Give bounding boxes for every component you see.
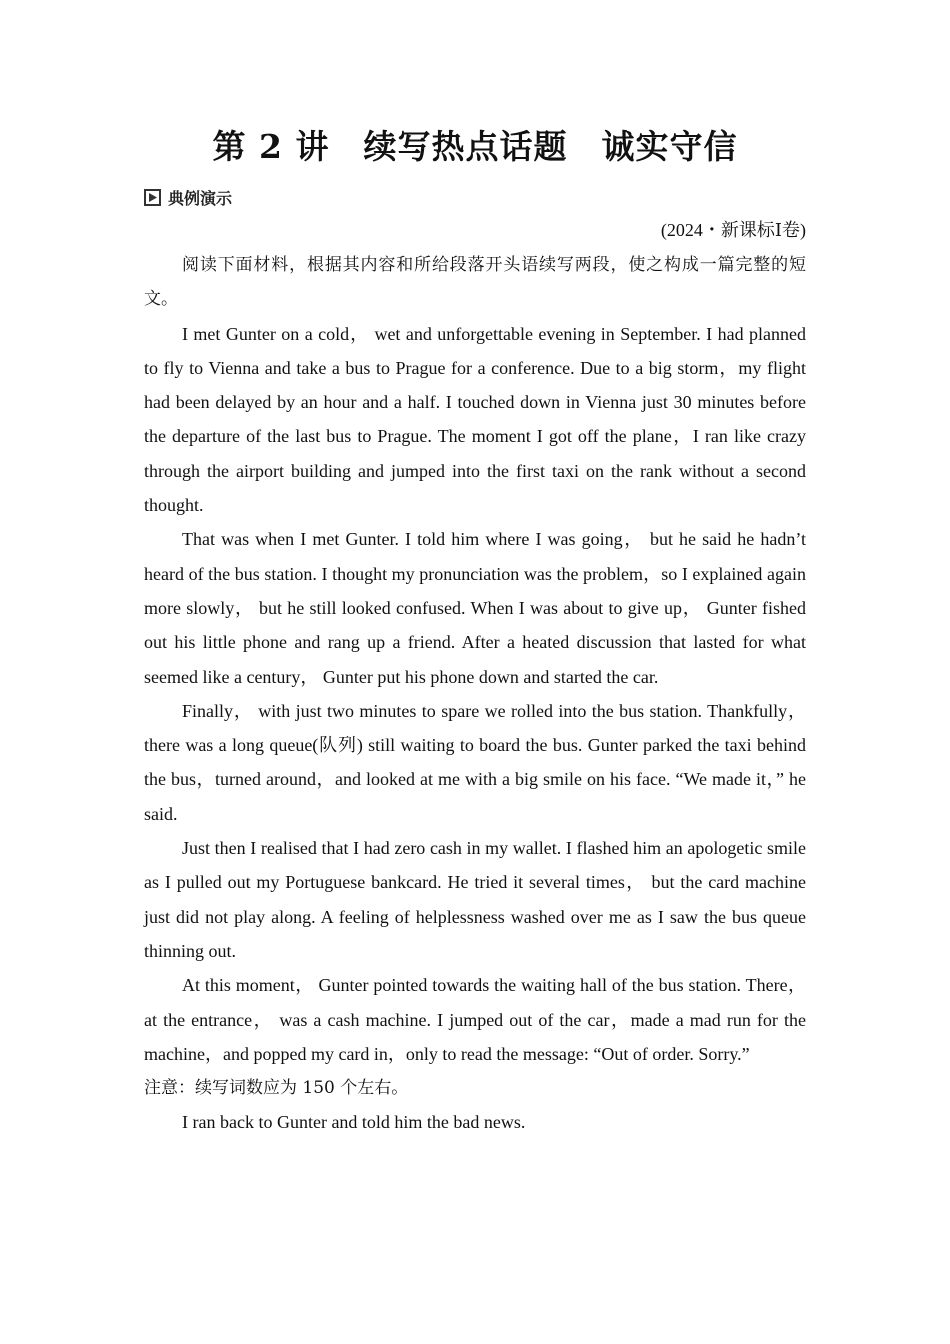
instruction-paragraph: 阅读下面材料，根据其内容和所给段落开头语续写两段，使之构成一篇完整的短文。 [144,255,806,310]
exam-source: (2024・新课标Ⅰ卷) [660,220,806,240]
story-paragraph-5: At this moment， Gunter pointed towards the waiting hall of the bus station. There， at the entrance， was a cash machine. I jumped out of the car，made a mad run for the machine，and popped my card in，only to read the message: “Out of order. Sorry.” [144,975,806,1064]
play-square-icon [144,189,161,206]
story-paragraph-3: Finally， with just two minutes to spare we rolled into the bus station. Thankfully， there was a long queue(队列) still waiting to board the bus. Gunter parked the taxi behind the bus，turned around，and looked at me with a big smile on his face. “We made it，” he said. [144,700,806,824]
page-title: 第 2 讲 续写热点话题 诚实守信 [212,127,738,166]
story-paragraph-1: I met Gunter on a cold， wet and unforgettable evening in September. I had planned to fly to Vienna and take a bus to Prague for a conference. Due to a big storm，my flight had been delayed by an hour and a half. I touched down in Vienna just 30 minutes before the departure of the last bus to Prague. The moment I got off the plane，I ran like crazy through the airport building and jumped into the first taxi on the rank without a second thought. [144,323,806,516]
section-heading [144,184,232,210]
story-paragraph-2: That was when I met Gunter. I told him where I was going， but he said he hadn’t heard of the bus station. I thought my pronunciation was the problem，so I explained again more slowly， but he still looked confused. When I was about to give up， Gunter fished out his little phone and rang up a friend. After a heated discussion that lasted for what seemed like a century， Gunter put his phone down and started the car. [144,529,806,687]
story-paragraph-4: Just then I realised that I had zero cash in my wallet. I flashed him an apologetic smile as I pulled out my Portuguese bankcard. He tried it several times， but the card machine just did not play along. A feeling of helplessness washed over me as I saw the bus queue thinning out. [144,838,806,961]
continuation-starter: I ran back to Gunter and told him the bad news. [182,1112,526,1133]
word-count-note: 注意：续写词数应为 150 个左右。 [144,1078,409,1099]
section-label: 典例演示 [168,188,233,208]
passage-body [144,248,806,1140]
